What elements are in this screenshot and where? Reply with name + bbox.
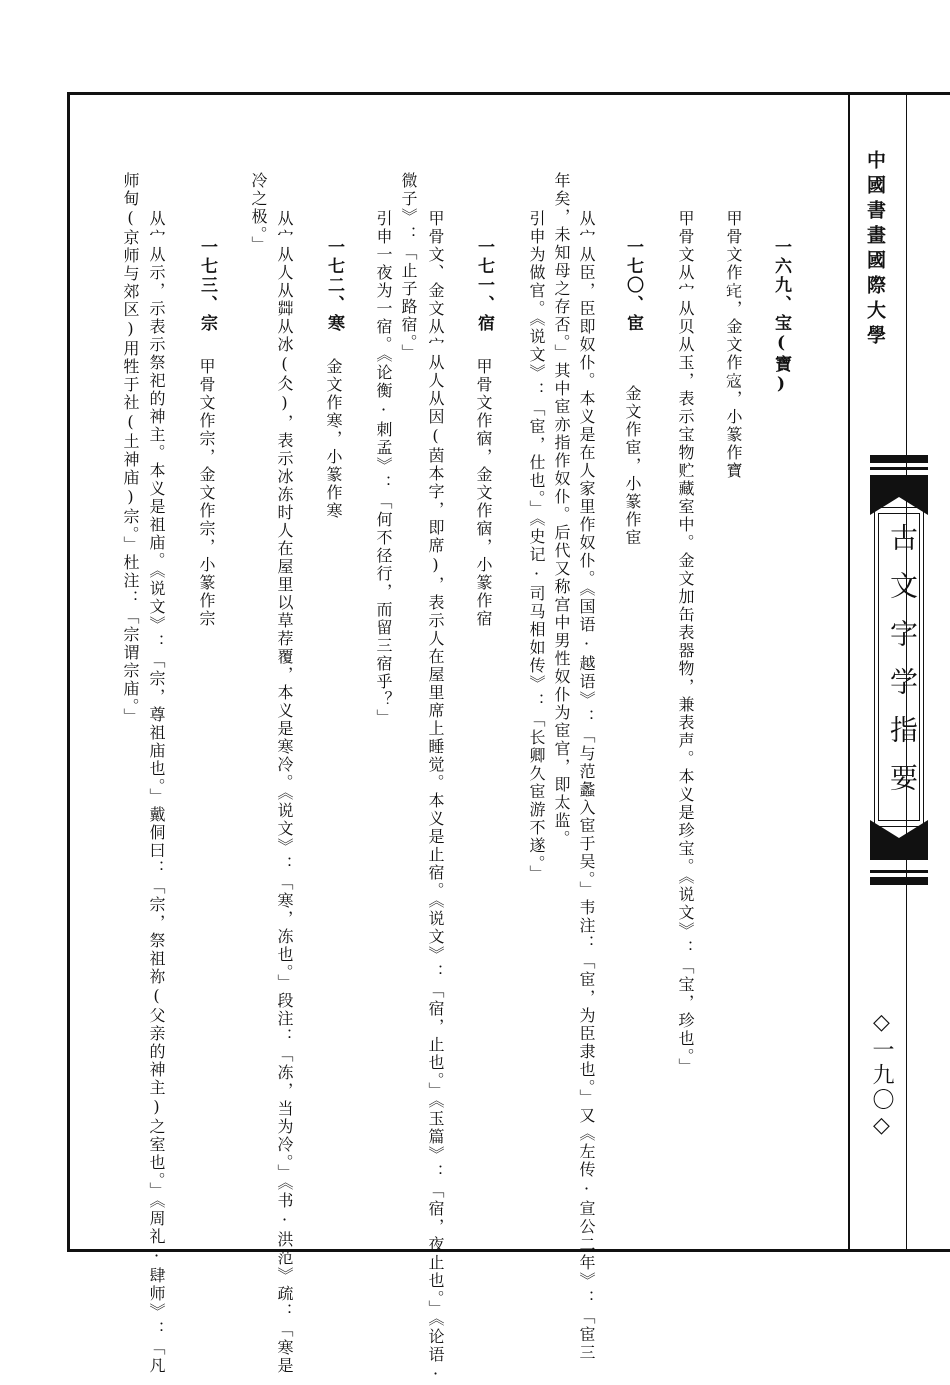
entry-heading: 一七〇、宦	[623, 238, 643, 333]
body-text: 微子》：「止子路宿。」	[399, 172, 418, 362]
body-text: 引申一夜为一宿。《论衡·刺孟》：「何不径行，而留三宿乎？」	[374, 210, 393, 727]
entry-heading: 一七三、宗	[197, 238, 217, 333]
entry-forms: 甲骨文作宗，金文作宗，小篆作宗	[197, 358, 216, 628]
entry-forms: 甲骨文作㝛，金文作㝛，小篆作宿	[474, 358, 493, 628]
body-text: 从宀从臣，臣即奴仆。本义是在人家里作奴仆。《国语·越语》：「与范蠡入宦于吴。」韦注：「宦，为臣隶也。」又《左传·宣公二年》：「宦三	[577, 210, 596, 1362]
entry-heading: 一七二、寒	[324, 238, 344, 333]
entry-forms: 金文作宦，小篆作宦	[623, 385, 642, 547]
body-text: 甲骨文从宀从贝从玉，表示宝物贮藏室中。金文加缶表器物，兼表声。本义是珍宝。《说文》：「宝，珍也。」	[676, 210, 695, 1076]
title-plaque	[870, 455, 928, 885]
running-head: 中國書畫國際大學	[864, 150, 886, 350]
body-text: 引申为做官。《说文》：「宦，仕也。」《史记·司马相如传》：「长卿久宦游不遂。」	[527, 210, 546, 883]
body-text: 甲骨文、金文从宀从人从因(茵本字，即席)，表示人在屋里席上睡觉。本义是止宿。《说文》：「宿，止也。」《玉篇》：「宿，夜止也。」《论语·	[426, 210, 445, 1385]
entry-forms: 甲骨文作𡧪，金文作𡨥，小篆作寶	[724, 210, 743, 480]
page-number: ◇一九〇◇	[869, 1010, 894, 1141]
entry-heading: 一七一、宿	[474, 238, 494, 333]
body-text: 从宀从示，示表示祭祀的神主。本义是祖庙。《说文》：「宗，尊祖庙也。」戴侗曰：「宗，祭祖祢(父亲的神主)之室也。」《周礼·肆师》：「凡	[147, 210, 166, 1375]
body-text: 从宀从人从茻从冰(仌)，表示冰冻时人在屋里以草荐覆，本义是寒冷。《说文》：「寒，冻也。」段注：「冻，当为冷。」《书·洪范》疏：「寒是	[275, 210, 294, 1375]
margin-rule	[848, 92, 850, 1252]
book-title: 古文字学指要	[886, 523, 919, 811]
entry-heading: 一六九、宝(寶)	[771, 238, 791, 396]
body-text: 冷之极。」	[249, 172, 268, 254]
body-text: 年矣，未知母之存否。」其中宦亦指作奴仆。后代又称宫中男性奴仆为宦官，即太监。	[552, 172, 571, 848]
entry-forms: 金文作寒，小篆作寒	[324, 358, 343, 520]
body-text: 师甸(京师与郊区)用牲于社(土神庙)宗。」杜注：「宗谓宗庙。」	[121, 172, 140, 726]
